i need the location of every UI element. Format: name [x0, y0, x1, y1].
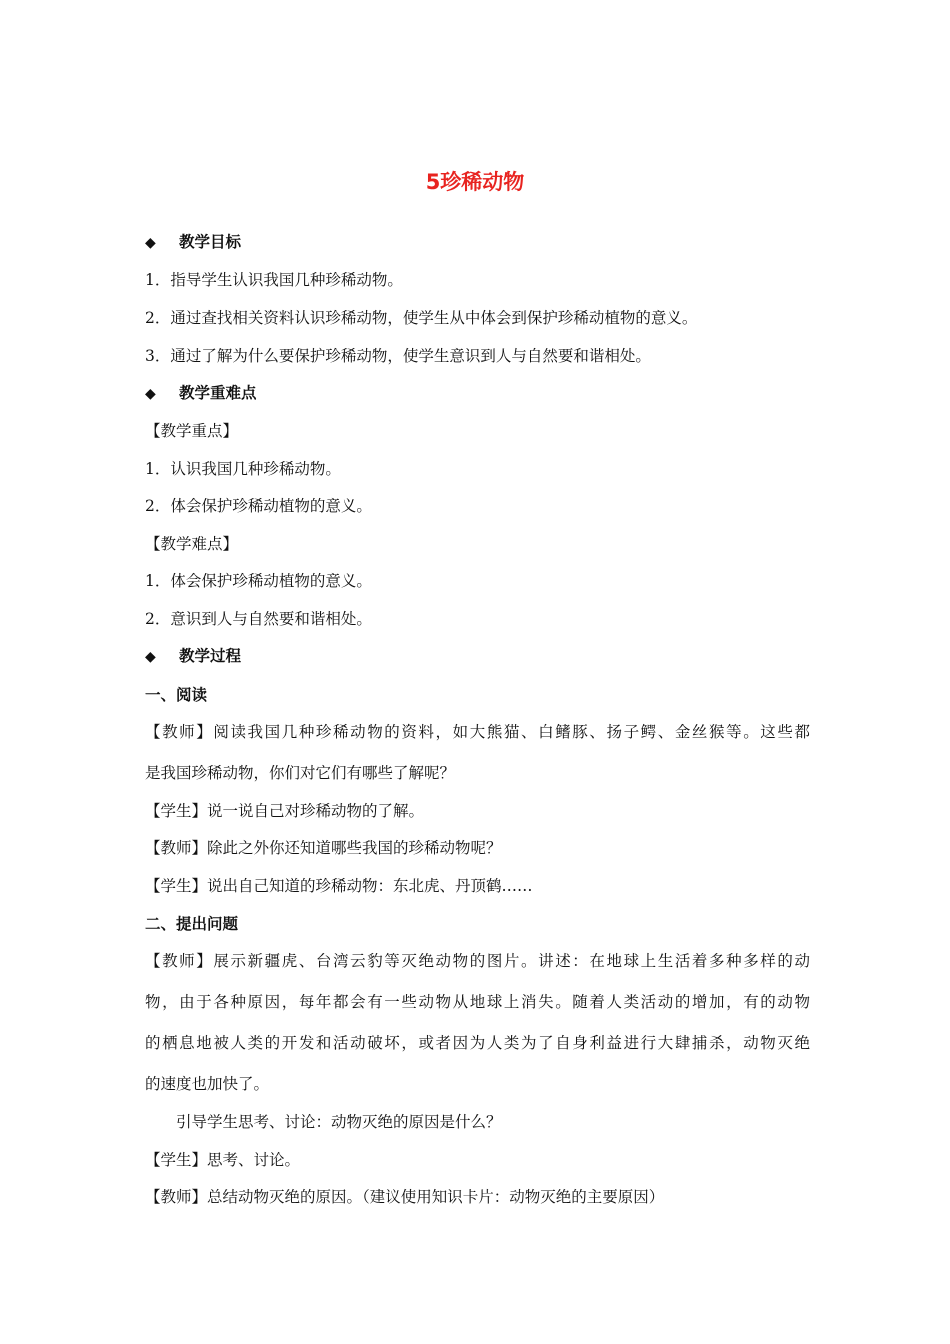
paragraph-line: 【学生】说一说自己对珍稀动物的了解。 [145, 802, 425, 820]
goal-item: 1．指导学生认识我国几种珍稀动物。 [145, 271, 403, 289]
key-point-item: 2．体会保护珍稀动植物的意义。 [145, 497, 372, 515]
paragraph-line: 【教师】除此之外你还知道哪些我国的珍稀动物呢？ [145, 839, 502, 857]
paragraph-line: 【教师】总结动物灭绝的原因。（建议使用知识卡片：动物灭绝的主要原因） [145, 1188, 665, 1206]
diamond-bullet-icon: ◆ [145, 649, 156, 665]
goal-item: 3．通过了解为什么要保护珍稀动物，使学生意识到人与自然要和谐相处。 [145, 347, 651, 365]
paragraph-line: 物，由于各种原因，每年都会有一些动物从地球上消失。随着人类活动的增加，有的动物 [145, 993, 810, 1011]
section-heading-goals [145, 231, 810, 254]
section-heading-key [145, 382, 810, 405]
section-heading-process [145, 645, 810, 668]
paragraph-line: 的栖息地被人类的开发和活动破坏，或者因为人类为了自身利益进行大肆捕杀，动物灭绝 [145, 1034, 810, 1052]
key-point-item: 1．认识我国几种珍稀动物。 [145, 460, 341, 478]
difficult-points-label: 【教学难点】 [145, 535, 239, 553]
paragraph-line: 【教师】展示新疆虎、台湾云豹等灭绝动物的图片。讲述：在地球上生活着多种多样的动 [145, 952, 810, 970]
paragraph-line: 【学生】说出自己知道的珍稀动物：东北虎、丹顶鹤…… [145, 877, 533, 895]
key-points-label: 【教学重点】 [145, 422, 239, 440]
page-title: 5珍稀动物 [425, 170, 525, 194]
paragraph-line: 引导学生思考、讨论：动物灭绝的原因是什么？ [176, 1113, 502, 1131]
paragraph-line: 【学生】思考、讨论。 [145, 1151, 301, 1169]
difficult-point-item: 1．体会保护珍稀动植物的意义。 [145, 572, 372, 590]
paragraph-line: 是我国珍稀动物，你们对它们有哪些了解呢？ [145, 764, 456, 782]
part1-heading: 一、阅读 [145, 686, 208, 704]
heading-text: 教学过程 [179, 647, 242, 665]
difficult-point-item: 2．意识到人与自然要和谐相处。 [145, 610, 372, 628]
heading-text: 教学重难点 [179, 384, 257, 402]
diamond-bullet-icon: ◆ [145, 386, 156, 402]
paragraph-line: 的速度也加快了。 [145, 1075, 270, 1093]
goal-item: 2．通过查找相关资料认识珍稀动物，使学生从中体会到保护珍稀动植物的意义。 [145, 309, 698, 327]
heading-text: 教学目标 [179, 233, 242, 251]
paragraph-line: 【教师】阅读我国几种珍稀动物的资料，如大熊猫、白鳍豚、扬子鳄、金丝猴等。这些都 [145, 723, 810, 741]
part2-heading: 二、提出问题 [145, 915, 239, 933]
diamond-bullet-icon: ◆ [145, 235, 156, 251]
